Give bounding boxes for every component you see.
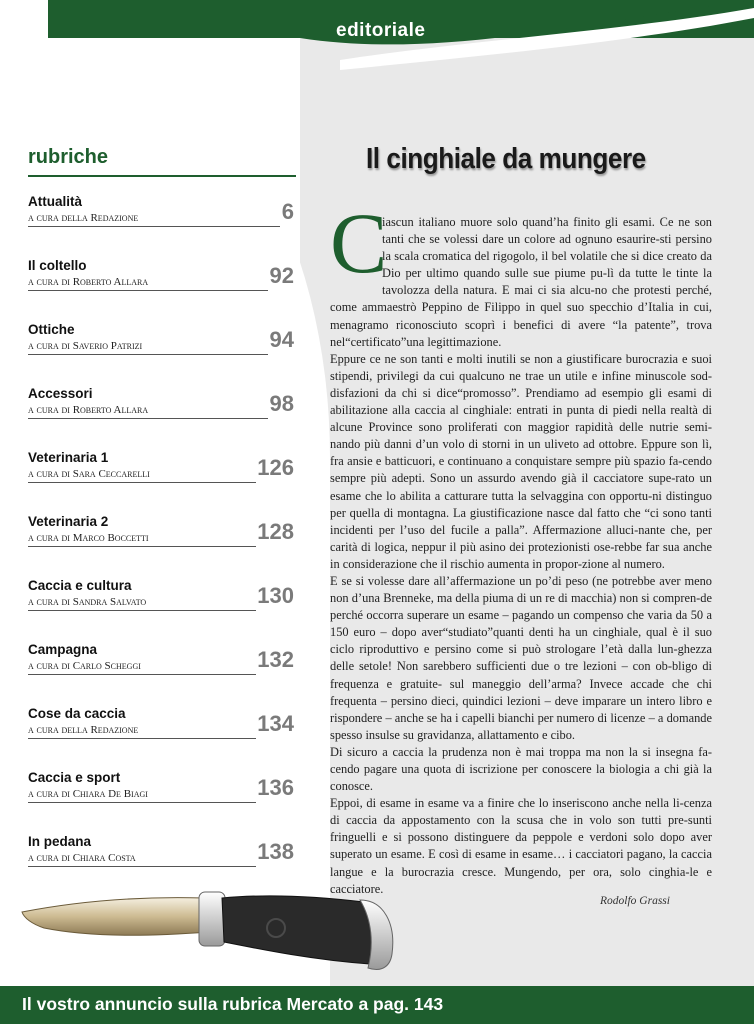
toc-entry-credit: a cura di Chiara De Biagi: [28, 788, 148, 800]
heading-rule: [28, 175, 296, 177]
toc-entry-rule: [28, 738, 256, 739]
toc-entry[interactable]: [28, 514, 296, 554]
advert-notice: Il vostro annuncio sulla rubrica Mercato a pag. 143: [22, 994, 444, 1014]
toc-entry-page: 128: [257, 519, 294, 544]
toc-entry-rule: [28, 802, 256, 803]
toc-entry[interactable]: [28, 834, 296, 874]
toc-entry-page: 98: [269, 391, 294, 416]
toc-entry-rule: [28, 226, 280, 227]
toc-entry[interactable]: [28, 450, 296, 490]
toc-entry-credit: a cura della Redazione: [28, 212, 139, 224]
toc-entry-credit: a cura di Roberto Allara: [28, 404, 149, 416]
toc-entry-title: Veterinaria 2: [28, 514, 109, 529]
toc-entry-title: Attualità: [28, 194, 82, 209]
toc-entry-title: Caccia e sport: [28, 770, 121, 785]
article-paragraph: Eppure ce ne son tanti e molti inutili se non a giustificare burocrazia e suoi stipendi, privilegi da cui qualcuno ne trae un utile e infine minuscole sod-disfazioni da chi si dice“promosso”. Prendiamo ad esempio gli esami di abilitazione alla caccia al cinghiale: entrati in punta di piedi nella realtà di alcune Province sono proliferati con maggior rapidità delle nutrie semi-nando più danni d’un volo di storni in un uliveto ad ottobre. Eppure son lì, fra ansie e batticuori, e continuano a conquistare sempre più spazio fa-cendo sempre più adepti. Sono un assurdo avendo già il cacciatore supe-rato un esame che lo abilita a catturare tutta la selvaggina con opportu-ni distinguo per quella di montagna. La giustificazione nasce dal fatto che “ci sono tanti incidenti per l’uso del fucile a palla”. Affermazione alluci-nante che, per carità di logica, neppur il più asino dei protezionisti ose-rebbe far sua anche in considerazione che il rischio aumenta in propor-zione al numero.: [330, 351, 712, 571]
toc-entry-rule: [28, 418, 268, 419]
toc-entry-page: 134: [257, 711, 294, 736]
toc-entry-title: Campagna: [28, 642, 98, 657]
toc-entry-credit: a cura di Marco Boccetti: [28, 532, 149, 544]
toc-entry-rule: [28, 674, 256, 675]
toc-entry-rule: [28, 354, 268, 355]
toc-entry-page: 138: [257, 839, 294, 864]
section-label: editoriale: [336, 20, 426, 41]
toc-entry-title: Ottiche: [28, 322, 75, 337]
toc-entry-rule: [28, 610, 256, 611]
toc-entry-rule: [28, 546, 256, 547]
toc-entry-page: 92: [269, 263, 294, 288]
toc-entry-title: Accessori: [28, 386, 93, 401]
toc-entry-title: In pedana: [28, 834, 92, 849]
toc-entry[interactable]: [28, 642, 296, 682]
toc-entry-page: 94: [269, 327, 294, 352]
toc-entry-credit: a cura di Carlo Scheggi: [28, 660, 141, 672]
toc-entry-title: Cose da caccia: [28, 706, 126, 721]
article-paragraph: iascun italiano muore solo quand’ha finito gli esami. Ce ne son tanti che se volessi dare un colore ad ognuno esaurire-sti persino la scala cromatica del rigogolo, il bel volatile che si dice creato da Dio per ultimo quando sulle sue piume pu-lì da tutte le tinte la tavolozza della natura. E mai ci sia alcu-no che protesti perché, come ammaestrò Peppino de Filippo in quel suo specchio d’Italia in cui, menagramo riconosciuto scoprì i benefici di avere “la patente”, trova nel“certificato”una legittimazione.: [330, 215, 712, 349]
toc-entry-rule: [28, 866, 256, 867]
rubriche-heading: rubriche: [28, 146, 109, 168]
toc-entry-page: 6: [281, 199, 294, 224]
toc-entry-rule: [28, 482, 256, 483]
knife-illustration: [14, 884, 394, 976]
toc-entry[interactable]: [28, 578, 296, 618]
toc-entry-credit: a cura di Chiara Costa: [28, 852, 136, 864]
article-paragraph: E se si volesse dare all’affermazione un po’di peso (ne potrebbe aver meno non d’una Brenneke, ma della piuma di un re di macchia) non si compren-de perché occorra superare un esame – pagando un compenso che varia da 50 a 150 euro – dopo aver“studiato”quanti denti ha un cinghiale, qual è il suo ciclo riproduttivo e persino come si può strologare l’età dalla lun-ghezza delle setole! Non sarebbero sufficienti due o tre lezioni – con ob-bligo di frequenza e gratuite- sul maneggio dell’arma? Invece accade che chi frequenta – persino dieci, quindici lezioni – deve imparare un intero libro e rispondere – anche se ha i capelli bianchi per numero di licenze – a domande spesso insulse su gravidanza, allattamento e cibo.: [330, 573, 712, 742]
toc-entry-title: Il coltello: [28, 258, 87, 273]
toc-entry[interactable]: [28, 194, 296, 234]
toc-entry-rule: [28, 290, 268, 291]
article-body: [330, 214, 712, 898]
toc-entry-page: 126: [257, 455, 294, 480]
toc-entry-page: 130: [257, 583, 294, 608]
toc-entry-credit: a cura di Saverio Patrizi: [28, 340, 143, 352]
article-paragraph: Di sicuro a caccia la prudenza non è mai troppa ma non la si insegna fa-cendo pagare una quota di iscrizione per conoscere la biologia a chi già la conosce.: [330, 744, 712, 794]
toc-entry[interactable]: [28, 386, 296, 426]
drop-cap: C: [330, 195, 388, 291]
article-title: Il cinghiale da mungere: [366, 143, 646, 175]
toc-entry-title: Veterinaria 1: [28, 450, 109, 465]
toc-entry-page: 136: [257, 775, 294, 800]
toc-entry-credit: a cura di Sara Ceccarelli: [28, 468, 150, 480]
toc-entry-credit: a cura della Redazione: [28, 724, 139, 736]
toc-entry-credit: a cura di Sandra Salvato: [28, 596, 147, 608]
author-signature: Rodolfo Grassi: [600, 895, 670, 907]
toc-entry[interactable]: [28, 706, 296, 746]
toc-entry[interactable]: [28, 322, 296, 362]
drop-cap-spacer: [330, 214, 382, 294]
toc-entry[interactable]: [28, 770, 296, 810]
toc-entry[interactable]: [28, 258, 296, 298]
toc-entry-title: Caccia e cultura: [28, 578, 132, 593]
toc-entry-credit: a cura di Roberto Allara: [28, 276, 149, 288]
toc-entry-page: 132: [257, 647, 294, 672]
article-paragraph: Eppoi, di esame in esame va a finire che lo inseriscono anche nella li-cenza di caccia da appostamento con la scusa che in volo son tutti pre-sunti fringuelli e si possono distinguere da peppole e verdoni solo dopo aver superato un esame. E così di esame in esame… i cacciatori pagano, la caccia langue e la burocrazia cresce. Mungendo, per ora, solo cinghia-le e cacciatore.: [330, 796, 712, 896]
